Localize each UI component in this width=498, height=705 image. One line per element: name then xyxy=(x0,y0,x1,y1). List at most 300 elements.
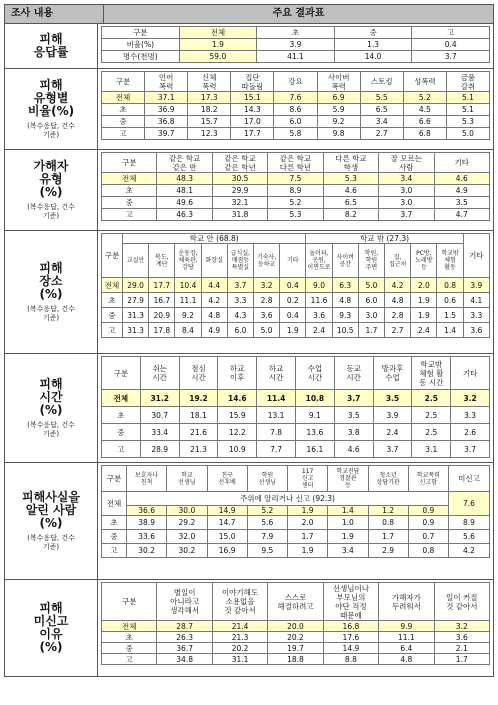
table-cell: 5.8 xyxy=(274,128,317,140)
table-cell: 30.2 xyxy=(167,544,207,558)
table-cell: 2.6 xyxy=(451,424,490,441)
table-cell: 7.9 xyxy=(247,530,287,544)
column-header: 잘 모르는 사람 xyxy=(379,153,434,173)
table-row xyxy=(102,516,490,530)
row-label: 초 xyxy=(102,516,127,530)
table-cell: 9.3 xyxy=(332,308,358,323)
table-row xyxy=(102,323,490,338)
row-label: 전체 xyxy=(102,492,127,516)
table-cell: 17.8 xyxy=(149,323,175,338)
table-cell: 20.9 xyxy=(149,308,175,323)
column-header: 방과후 수업 xyxy=(373,357,412,390)
table-row xyxy=(102,185,490,197)
header-row xyxy=(102,27,490,39)
table-cell: 3.7 xyxy=(373,441,412,458)
table-cell: 5.3 xyxy=(323,173,378,185)
table-cell: 21.3 xyxy=(179,441,218,458)
table-cell: 4.6 xyxy=(334,441,373,458)
table-row xyxy=(102,506,490,516)
header-row xyxy=(102,72,490,92)
table-cell: 10.8 xyxy=(295,390,334,407)
table-cell: 30.5 xyxy=(212,173,267,185)
table-cell: 19.7 xyxy=(268,643,323,654)
table-row xyxy=(102,278,490,293)
table-cell: 26.3 xyxy=(157,632,212,643)
row-label: 중 xyxy=(102,424,141,441)
column-header: 별일이 아니라고 생각해서 xyxy=(157,583,212,621)
table-cell: 7.8 xyxy=(257,424,296,441)
table-cell: 15.0 xyxy=(207,530,247,544)
table-cell: 46.3 xyxy=(157,209,212,221)
table-cell: 14.6 xyxy=(218,390,257,407)
column-header: 학교폭력 신고함 xyxy=(408,466,448,492)
table-cell: 6.6 xyxy=(403,116,446,128)
column-header: 학원 선생님 xyxy=(247,466,287,492)
table-cell: 5.1 xyxy=(446,92,489,104)
table-cell: 1.9 xyxy=(280,323,306,338)
section-body xyxy=(98,24,493,68)
section-title: 피해 시간 (%) xyxy=(39,376,63,417)
table-cell: 9.2 xyxy=(175,308,201,323)
row-label: 전체 xyxy=(102,390,141,407)
table-cell: 6.0 xyxy=(227,323,253,338)
column-header: 같은 학교 같은 학년 xyxy=(212,153,267,173)
column-header: 구분 xyxy=(102,583,157,621)
table-cell: 30.0 xyxy=(167,506,207,516)
table-cell: 2.0 xyxy=(411,278,437,293)
column-header: 집단 따돌림 xyxy=(231,72,274,92)
table-row xyxy=(102,632,490,643)
table-cell: 3.2 xyxy=(254,278,280,293)
row-label: 초 xyxy=(102,632,157,643)
table-cell: 4.8 xyxy=(201,308,227,323)
table-cell: 1.7 xyxy=(288,530,328,544)
table-cell: 3.0 xyxy=(379,197,434,209)
table-cell: 4.7 xyxy=(434,209,489,221)
table-cell: 3.2 xyxy=(451,390,490,407)
table-cell: 8.6 xyxy=(274,104,317,116)
table-cell: 6.8 xyxy=(403,128,446,140)
row-label: 전체 xyxy=(102,621,157,632)
table-cell: 59.0 xyxy=(179,51,257,63)
table-cell: 11.1 xyxy=(379,632,434,643)
table-cell: 20.2 xyxy=(212,643,267,654)
column-header: 기타 xyxy=(434,153,489,173)
header-row xyxy=(102,153,490,173)
row-label: 고 xyxy=(102,544,127,558)
table-cell: 3.5 xyxy=(434,197,489,209)
table-cell: 5.5 xyxy=(360,92,403,104)
table-cell: 4.6 xyxy=(323,185,378,197)
table-cell: 1.7 xyxy=(368,530,408,544)
column-header: 보호자나 친척 xyxy=(127,466,167,492)
table-cell: 3.3 xyxy=(227,293,253,308)
column-header: 전체 xyxy=(179,27,257,39)
table-cell: 31.2 xyxy=(140,390,179,407)
table-cell: 1.4 xyxy=(437,323,463,338)
table-cell: 5.0 xyxy=(446,128,489,140)
table-cell: 9.1 xyxy=(295,407,334,424)
section-time xyxy=(4,354,494,463)
table-cell: 2.9 xyxy=(368,544,408,558)
column-header: 친구 선후배 xyxy=(207,466,247,492)
table-cell: 6.5 xyxy=(360,104,403,116)
table-cell: 29.9 xyxy=(212,185,267,197)
table-cell: 1.9 xyxy=(288,544,328,558)
header-row xyxy=(102,583,490,621)
table-cell: 8.4 xyxy=(175,323,201,338)
table-cell: 3.4 xyxy=(360,116,403,128)
table-cell: 5.2 xyxy=(268,197,323,209)
table-row xyxy=(102,441,490,458)
table-cell: 14.0 xyxy=(334,51,412,63)
table-cell: 2.5 xyxy=(412,407,451,424)
table-cell: 2.4 xyxy=(306,323,332,338)
table-row xyxy=(102,654,490,665)
sub-header-row xyxy=(102,466,490,492)
column-header: 사이버 폭력 xyxy=(317,72,360,92)
time-table xyxy=(101,356,490,458)
table-header xyxy=(4,4,494,24)
table-cell: 18.2 xyxy=(188,104,231,116)
table-cell: 20.2 xyxy=(268,632,323,643)
column-header: 성폭력 xyxy=(403,72,446,92)
section-subtitle: (복수응답, 건수 기준) xyxy=(27,420,75,438)
row-label: 고 xyxy=(102,323,123,338)
section-body xyxy=(98,463,493,579)
table-cell: 5.3 xyxy=(446,116,489,128)
column-header: 같은 학교 같은 반 xyxy=(157,153,212,173)
section-subtitle: (복수응답, 건수 기준) xyxy=(27,533,75,551)
table-cell: 3.0 xyxy=(358,308,384,323)
table-cell: 2.0 xyxy=(288,516,328,530)
table-cell: 3.7 xyxy=(379,209,434,221)
table-cell: 3.3 xyxy=(463,308,489,323)
column-header: 금품 갈취 xyxy=(446,72,489,92)
column-header: 언어 폭력 xyxy=(145,72,188,92)
table-cell: 30.7 xyxy=(140,407,179,424)
column-header: 기숙사, 등하교 xyxy=(254,244,280,278)
section-title: 피해사실을 알린 사람 (%) xyxy=(22,489,80,530)
column-header: 신체 폭력 xyxy=(188,72,231,92)
section-body xyxy=(98,354,493,462)
column-header: 하교 이후 xyxy=(218,357,257,390)
section-informed-person xyxy=(4,463,494,580)
table-cell: 2.4 xyxy=(373,424,412,441)
table-cell: 4.4 xyxy=(201,278,227,293)
column-header: 117 신고 센터 xyxy=(288,466,328,492)
table-cell: 9.5 xyxy=(247,544,287,558)
column-header: 수업 시간 xyxy=(295,357,334,390)
table-cell: 5.3 xyxy=(268,209,323,221)
table-cell: 0.8 xyxy=(437,278,463,293)
row-label: 중 xyxy=(102,530,127,544)
row-label: 중 xyxy=(102,308,123,323)
table-cell: 3.9 xyxy=(373,407,412,424)
table-cell: 18.8 xyxy=(268,654,323,665)
section-label xyxy=(5,150,98,230)
column-header: 학교전담 경찰관 등 xyxy=(328,466,368,492)
table-cell: 3.7 xyxy=(334,390,373,407)
table-cell: 4.2 xyxy=(449,544,490,558)
header-left: 조사 내용 xyxy=(5,5,104,23)
table-cell: 0.4 xyxy=(280,278,306,293)
column-header: 청소년 상담기관 xyxy=(368,466,408,492)
section-body xyxy=(98,69,493,149)
section-label xyxy=(5,24,98,68)
column-header: 구분 xyxy=(102,234,123,278)
column-header: 스토킹 xyxy=(360,72,403,92)
column-header: 고 xyxy=(412,27,490,39)
table-cell: 8.8 xyxy=(323,654,378,665)
table-cell: 3.0 xyxy=(379,185,434,197)
column-header: 운동장, 체육관, 강당 xyxy=(175,244,201,278)
column-header: 복도, 계단 xyxy=(149,244,175,278)
row-label: 초 xyxy=(102,407,141,424)
table-cell: 17.3 xyxy=(188,92,231,104)
column-header: 급식실, 매점등 특별실 xyxy=(227,244,253,278)
table-cell: 3.7 xyxy=(451,441,490,458)
column-header: 등교 시간 xyxy=(334,357,373,390)
column-header: 구분 xyxy=(102,72,145,92)
table-cell: 5.0 xyxy=(254,323,280,338)
table-cell: 6.3 xyxy=(332,278,358,293)
table-cell: 1.4 xyxy=(328,506,368,516)
table-cell: 1.9 xyxy=(411,293,437,308)
table-cell: 18.1 xyxy=(179,407,218,424)
table-cell: 30.2 xyxy=(127,544,167,558)
table-cell: 0.4 xyxy=(412,39,490,51)
column-header: 기타 xyxy=(451,357,490,390)
table-cell: 3.5 xyxy=(373,390,412,407)
table-row xyxy=(102,92,490,104)
table-cell: 3.6 xyxy=(306,308,332,323)
table-row xyxy=(102,643,490,654)
table-row xyxy=(102,197,490,209)
table-cell: 14.7 xyxy=(207,516,247,530)
table-cell: 31.3 xyxy=(123,308,149,323)
table-row xyxy=(102,116,490,128)
table-row xyxy=(102,544,490,558)
sub-header-row xyxy=(102,244,490,278)
section-location xyxy=(4,231,494,354)
header-row xyxy=(102,357,490,390)
span-label: 주위에 알리거나 신고 (92.3) xyxy=(127,492,449,506)
table-cell: 3.4 xyxy=(328,544,368,558)
row-label: 고 xyxy=(102,128,145,140)
table-cell: 28.7 xyxy=(157,621,212,632)
table-cell: 4.3 xyxy=(227,308,253,323)
table-cell: 5.1 xyxy=(446,104,489,116)
section-body xyxy=(98,231,493,353)
table-cell: 0.7 xyxy=(408,530,448,544)
table-cell: 6.4 xyxy=(379,643,434,654)
column-header: 집, 집근처 xyxy=(385,244,411,278)
section-response-rate xyxy=(4,24,494,69)
table-cell: 5.2 xyxy=(403,92,446,104)
row-label: 중 xyxy=(102,197,157,209)
column-header: 교실안 xyxy=(123,244,149,278)
column-header: 구분 xyxy=(102,153,157,173)
table-cell: 34.8 xyxy=(157,654,212,665)
table-cell: 33.6 xyxy=(127,530,167,544)
table-cell: 1.7 xyxy=(434,654,489,665)
report-page xyxy=(4,4,494,677)
table-cell: 9.9 xyxy=(379,621,434,632)
column-header: 같은 학교 다른 학년 xyxy=(268,153,323,173)
table-cell: 36.7 xyxy=(157,643,212,654)
table-cell: 2.8 xyxy=(254,293,280,308)
table-cell: 6.0 xyxy=(274,116,317,128)
column-header: 하교 시간 xyxy=(257,357,296,390)
table-cell: 4.9 xyxy=(201,323,227,338)
section-body xyxy=(98,580,493,676)
informed-person-table xyxy=(101,465,490,558)
table-cell: 2.1 xyxy=(434,643,489,654)
row-label: 명수(천명) xyxy=(102,51,180,63)
table-cell: 4.6 xyxy=(434,173,489,185)
section-title: 피해 장소 (%) xyxy=(39,260,63,301)
table-cell: 10.5 xyxy=(332,323,358,338)
table-cell: 27.9 xyxy=(123,293,149,308)
table-row xyxy=(102,530,490,544)
table-cell: 1.9 xyxy=(288,506,328,516)
table-cell: 16.8 xyxy=(323,621,378,632)
table-cell: 6.5 xyxy=(323,197,378,209)
table-row xyxy=(102,209,490,221)
column-header: 학교 선생님 xyxy=(167,466,207,492)
table-cell: 13.1 xyxy=(257,407,296,424)
table-cell: 16.9 xyxy=(207,544,247,558)
table-row xyxy=(102,407,490,424)
column-header: 다른 학교 학생 xyxy=(323,153,378,173)
column-header: 이야기해도 소용없을 것 같아서 xyxy=(212,583,267,621)
location-table xyxy=(101,233,490,338)
table-cell: 12.2 xyxy=(218,424,257,441)
response-rate-table xyxy=(101,26,490,63)
table-cell: 0.9 xyxy=(408,516,448,530)
table-cell: 3.6 xyxy=(463,323,489,338)
table-row xyxy=(102,390,490,407)
table-cell: 14.9 xyxy=(207,506,247,516)
table-cell: 4.2 xyxy=(201,293,227,308)
column-header: 기타 xyxy=(463,234,489,278)
table-cell: 1.3 xyxy=(334,39,412,51)
column-header: 선생님이나 부모님의 야단 걱정 때문에 xyxy=(323,583,378,621)
column-header: 학원, 학원 주변 xyxy=(358,244,384,278)
table-cell: 10.9 xyxy=(218,441,257,458)
table-cell: 9.8 xyxy=(317,128,360,140)
table-cell: 3.6 xyxy=(434,632,489,643)
column-header: 미신고 xyxy=(449,466,490,492)
row-label: 고 xyxy=(102,441,141,458)
section-title: 피해 미신고 이유 (%) xyxy=(33,601,69,654)
table-cell: 2.7 xyxy=(360,128,403,140)
section-non-report-reason xyxy=(4,580,494,677)
table-cell: 5.6 xyxy=(449,530,490,544)
table-cell: 3.2 xyxy=(434,621,489,632)
row-label: 초 xyxy=(102,185,157,197)
table-cell: 21.6 xyxy=(179,424,218,441)
table-cell: 36.6 xyxy=(127,506,167,516)
table-cell: 16.1 xyxy=(295,441,334,458)
table-cell: 1.2 xyxy=(368,506,408,516)
table-cell: 1.9 xyxy=(328,530,368,544)
table-cell: 48.3 xyxy=(157,173,212,185)
table-cell: 31.1 xyxy=(212,654,267,665)
column-header: 스스로 해결하려고 xyxy=(268,583,323,621)
table-cell: 7.6 xyxy=(274,92,317,104)
section-title: 피해 유형별 비율(%) xyxy=(27,77,75,118)
table-row xyxy=(102,308,490,323)
table-cell: 3.4 xyxy=(379,173,434,185)
table-cell: 11.1 xyxy=(175,293,201,308)
section-body xyxy=(98,150,493,230)
table-cell: 11.4 xyxy=(257,390,296,407)
column-header: 놀이터, 공원, 이면도로 xyxy=(306,244,332,278)
table-cell: 3.9 xyxy=(463,278,489,293)
header-right: 주요 결과표 xyxy=(272,8,325,19)
column-header: PC방, 노래방 등 xyxy=(411,244,437,278)
section-title: 가해자 유형 (%) xyxy=(33,158,69,199)
row-label: 초 xyxy=(102,104,145,116)
table-cell: 20.0 xyxy=(268,621,323,632)
table-row xyxy=(102,173,490,185)
table-cell: 29.2 xyxy=(167,516,207,530)
table-cell: 17.6 xyxy=(323,632,378,643)
table-cell: 1.7 xyxy=(358,323,384,338)
table-cell: 1.9 xyxy=(411,308,437,323)
section-title: 피해 응답률 xyxy=(33,32,69,59)
row-label: 중 xyxy=(102,116,145,128)
table-cell: 1.0 xyxy=(328,516,368,530)
table-cell: 3.3 xyxy=(451,407,490,424)
group-header: 학교 밖 (27.3) xyxy=(306,234,463,244)
table-cell: 3.9 xyxy=(257,39,335,51)
table-row xyxy=(102,424,490,441)
section-damage-types xyxy=(4,69,494,150)
damage-types-table xyxy=(101,71,490,140)
table-cell: 37.1 xyxy=(145,92,188,104)
table-cell: 14.9 xyxy=(323,643,378,654)
table-cell: 8.9 xyxy=(268,185,323,197)
table-cell: 10.4 xyxy=(175,278,201,293)
group-header: 학교 안 (68.8) xyxy=(123,234,306,244)
table-cell: 0.9 xyxy=(408,506,448,516)
table-cell: 36.9 xyxy=(145,104,188,116)
table-cell: 7.5 xyxy=(268,173,323,185)
column-header: 기타 xyxy=(280,244,306,278)
table-cell: 48.1 xyxy=(157,185,212,197)
column-header: 점심 시간 xyxy=(179,357,218,390)
column-header: 구분 xyxy=(102,466,127,492)
column-header: 강요 xyxy=(274,72,317,92)
table-cell: 21.4 xyxy=(212,621,267,632)
table-cell: 0.2 xyxy=(280,293,306,308)
section-label xyxy=(5,463,98,579)
table-cell: 4.2 xyxy=(385,278,411,293)
table-cell: 0.4 xyxy=(280,308,306,323)
column-header: 중 xyxy=(334,27,412,39)
row-label: 고 xyxy=(102,654,157,665)
table-cell: 31.3 xyxy=(123,323,149,338)
column-header: 학교밖 체험 활동 xyxy=(437,244,463,278)
table-cell: 14.3 xyxy=(231,104,274,116)
table-cell: 9.2 xyxy=(317,116,360,128)
table-cell: 2.5 xyxy=(412,424,451,441)
table-cell: 3.8 xyxy=(334,424,373,441)
table-cell: 2.4 xyxy=(411,323,437,338)
